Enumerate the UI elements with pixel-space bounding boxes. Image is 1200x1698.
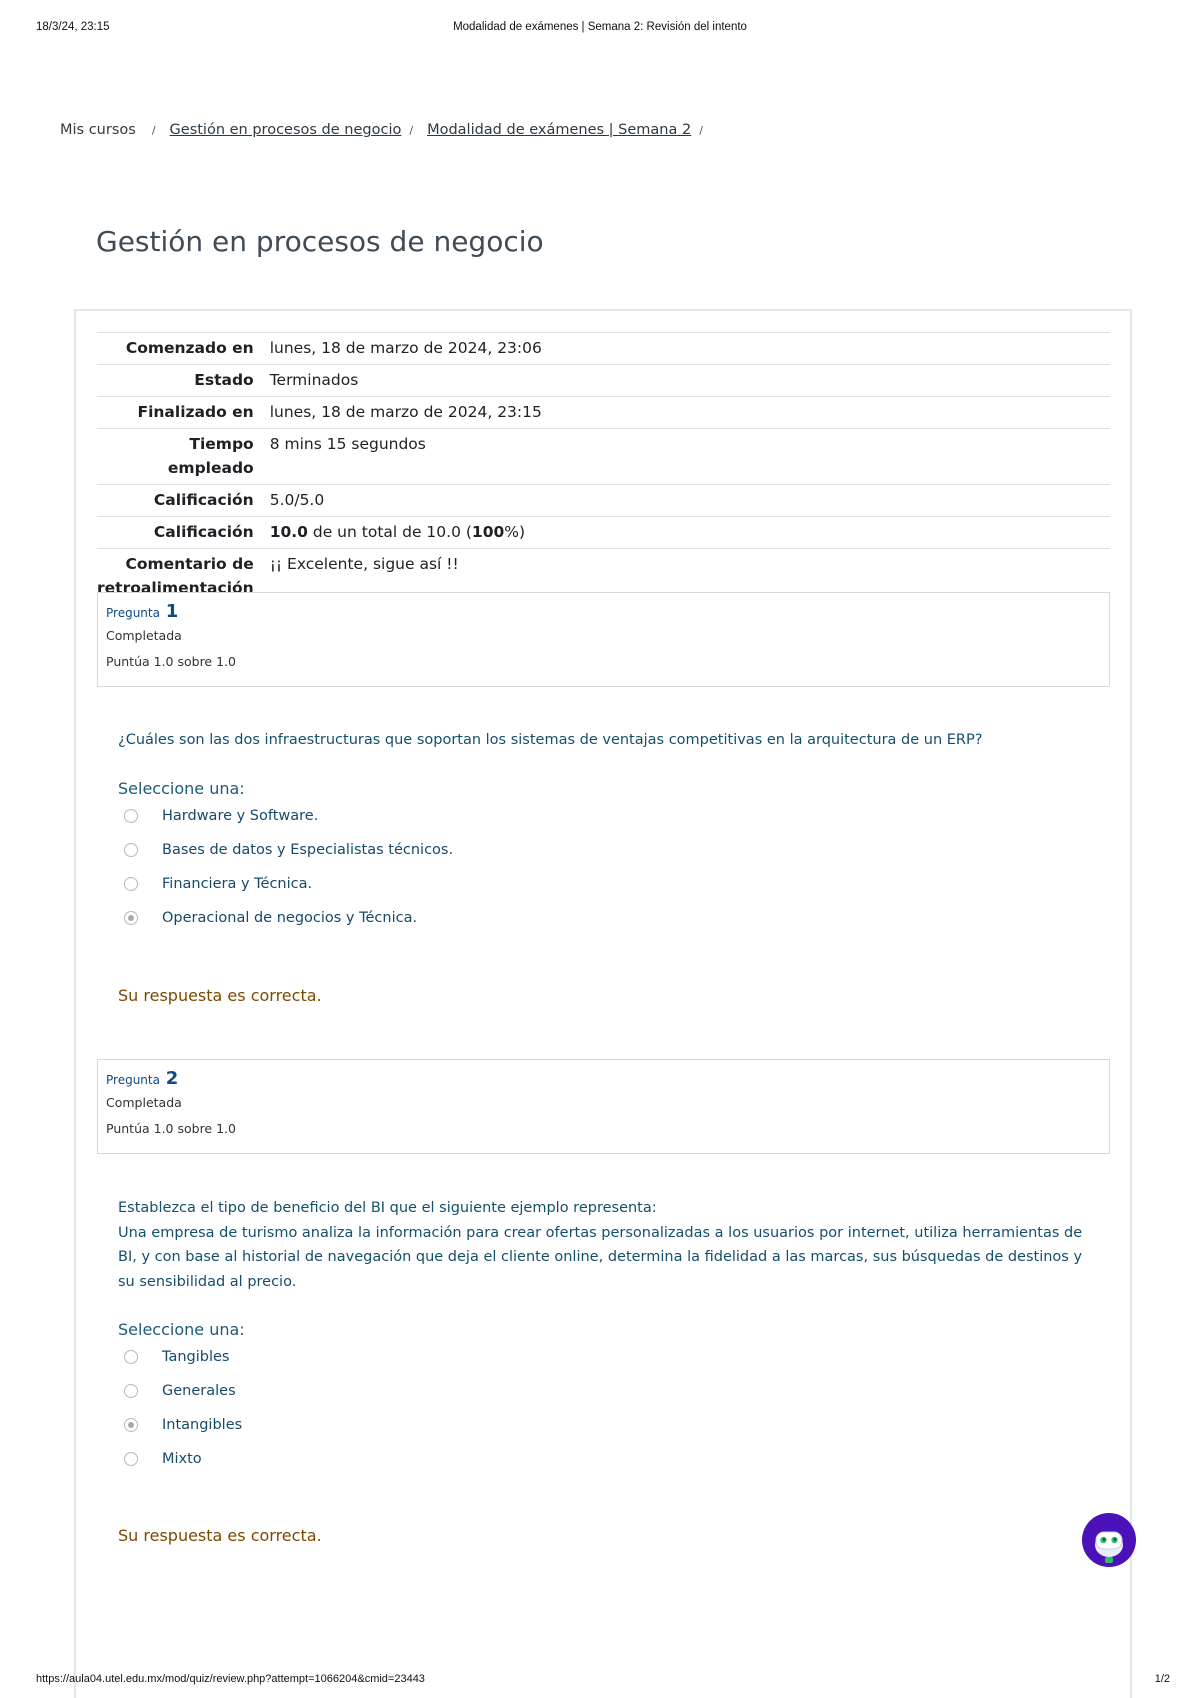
summary-label: Calificación [153,523,254,541]
summary-row-time [97,429,1110,485]
summary-value: Terminados [269,371,359,389]
answer-option[interactable] [124,1349,229,1365]
question-grade: Puntúa 1.0 sobre 1.0 [106,1121,236,1136]
print-datetime: 18/3/24, 23:15 [36,21,110,33]
summary-value: lunes, 18 de marzo de 2024, 23:15 [269,403,542,421]
option-label: Hardware y Software. [162,808,319,824]
print-page-count: 1/2 [1154,1673,1170,1685]
question-text: ¿Cuáles son las dos infraestructuras que soportan los sistemas de ventajas competitivas en la arquitectura de un ERP? [118,732,983,748]
summary-value: ¡¡ Excelente, sigue así !! [269,555,459,573]
question-text: Establezca el tipo de beneficio del BI que el siguiente ejemplo representa: Una empresa de turismo analiza la información para crear ofertas personalizadas a los usuarios por internet, utiliza herramientas de BI, y con base al historial de navegación que deja el cliente online, determina la fidelidad a las marcas, sus búsquedas de destinos y su sensibilidad al precio. [118,1200,1083,1290]
summary-row-grade [97,517,1110,549]
summary-value: 8 mins 15 segundos [269,435,426,453]
summary-label: Tiempo empleado [167,435,254,477]
answer-feedback: Su respuesta es correcta. [118,1526,322,1545]
answer-prompt: Seleccione una: [118,1320,245,1339]
breadcrumb [60,122,717,138]
radio-button[interactable] [124,1384,138,1398]
summary-row-started [97,333,1110,365]
question-info-2 [97,1059,1110,1154]
option-label: Tangibles [162,1349,230,1365]
question-state: Completada [106,1095,182,1110]
radio-button-selected[interactable] [124,1418,138,1432]
summary-value: 10.0 de un total de 10.0 (100%) [269,523,526,541]
summary-row-state [97,365,1110,397]
radio-button[interactable] [124,1452,138,1466]
answer-option[interactable] [124,808,318,824]
print-url: https://aula04.utel.edu.mx/mod/quiz/review.php?attempt=1066204&cmid=23443 [36,1673,425,1685]
option-label: Bases de datos y Especialistas técnicos. [162,842,454,858]
breadcrumb-separator: / [699,124,703,137]
radio-button[interactable] [124,843,138,857]
page-title: Gestión en procesos de negocio [96,225,544,258]
option-label: Operacional de negocios y Técnica. [162,910,418,926]
summary-label: Comenzado en [125,339,254,357]
summary-row-finished [97,397,1110,429]
answer-feedback: Su respuesta es correcta. [118,986,322,1005]
radio-button[interactable] [124,877,138,891]
breadcrumb-item-mis-cursos[interactable]: Mis cursos [60,122,136,138]
radio-button[interactable] [124,809,138,823]
summary-label: Estado [194,371,254,389]
summary-value: lunes, 18 de marzo de 2024, 23:06 [269,339,542,357]
summary-row-marks [97,485,1110,517]
question-info-1 [97,592,1110,687]
summary-value: 5.0/5.0 [269,491,325,509]
summary-label: Comentario de retroalimentación [97,555,254,597]
breadcrumb-item-quiz[interactable]: Modalidad de exámenes | Semana 2 [427,122,692,138]
question-number: Pregunta 2 [106,1068,179,1089]
attempt-summary-table [97,332,1110,604]
question-state: Completada [106,628,182,643]
answer-option[interactable] [124,1451,202,1467]
radio-button[interactable] [124,1350,138,1364]
summary-label: Finalizado en [137,403,254,421]
radio-button-selected[interactable] [124,911,138,925]
chatbot-icon[interactable] [1081,1512,1137,1568]
answer-option[interactable] [124,842,453,858]
option-label: Mixto [162,1451,202,1467]
breadcrumb-separator: / [151,124,156,137]
answer-option[interactable] [124,1383,236,1399]
question-grade: Puntúa 1.0 sobre 1.0 [106,654,236,669]
summary-label: Calificación [153,491,254,509]
answer-prompt: Seleccione una: [118,779,245,798]
question-number: Pregunta 1 [106,601,179,622]
print-page-title: Modalidad de exámenes | Semana 2: Revisión del intento [453,21,747,33]
option-label: Intangibles [162,1417,243,1433]
option-label: Financiera y Técnica. [162,876,313,892]
breadcrumb-separator: / [409,124,414,137]
answer-option-selected[interactable] [124,1417,242,1433]
breadcrumb-item-course[interactable]: Gestión en procesos de negocio [169,122,402,138]
option-label: Generales [162,1383,236,1399]
answer-option-selected[interactable] [124,910,417,926]
answer-option[interactable] [124,876,312,892]
